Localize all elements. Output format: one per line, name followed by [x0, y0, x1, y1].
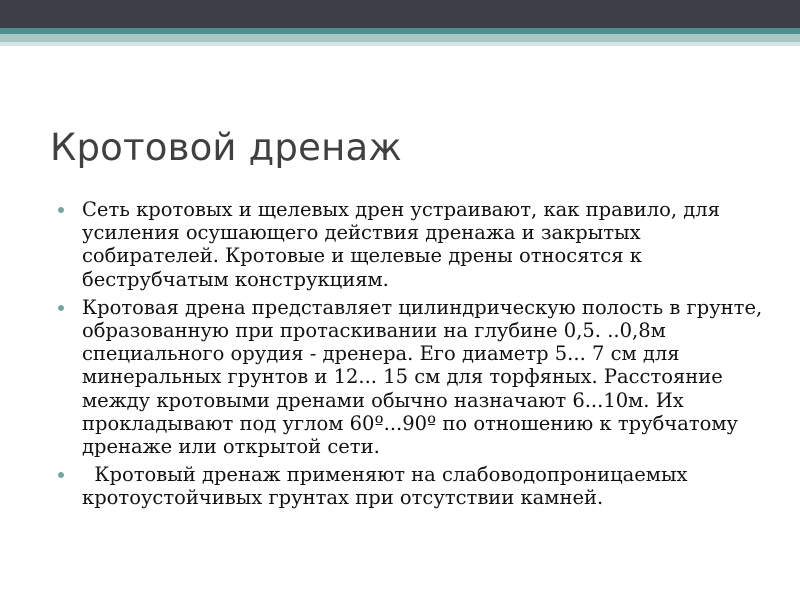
header-accent-stripe-light [0, 34, 800, 42]
bullet-text: Сеть кротовых и щелевых дрен устраивают, как правило, для усиления осушающего действия дренажа и закрытых собирателей. Кротовые и щелевые дрены относятся к беструбчатым конструкциям. [82, 198, 720, 291]
bullet-dot-icon [58, 472, 64, 478]
bullet-item [58, 296, 778, 458]
bullet-dot-icon [58, 207, 64, 213]
header-band [0, 0, 800, 28]
bullet-dot-icon [58, 305, 64, 311]
bullet-item [58, 198, 778, 291]
bullet-list [58, 198, 778, 515]
slide-title: Кротовой дренаж [50, 126, 402, 169]
bullet-item [58, 463, 778, 509]
header-accent-stripe-pale [0, 42, 800, 46]
bullet-text: Кротовый дренаж применяют на слабоводопроницаемых кротоустойчивых грунтах при отсутствии камней. [82, 463, 694, 510]
bullet-text: Кротовая дрена представляет цилиндрическую полость в грунте, образованную при протаскивании на глубине 0,5. ..0,8м специального орудия - дренера. Его диаметр 5... 7 см для минеральных грунтов и 12... 15 см для торфяных. Расстояние между кротовыми дренами обычно назначают 6...10м. Их прокладывают под углом 60º...90º по отношению к трубчатому дренаже или открытой сети. [82, 295, 763, 459]
